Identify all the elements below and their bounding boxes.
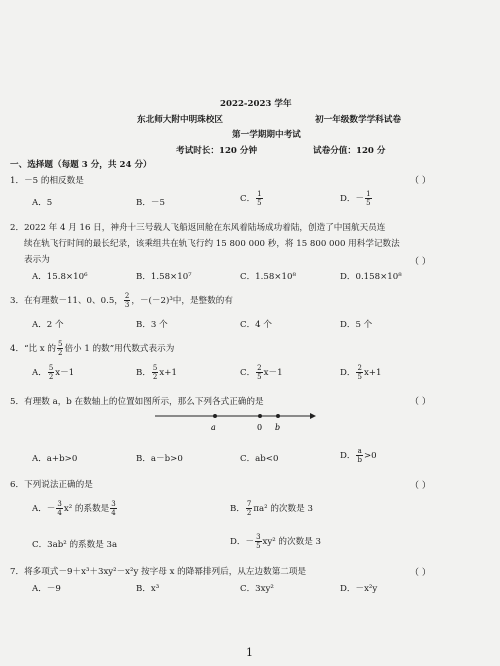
q1-option-c: C． $\frac{1}{5}$ — [240, 190, 262, 207]
q3-option-c: C．4 个 — [240, 320, 272, 330]
number-line-figure — [150, 408, 320, 434]
q1-option-d: D．－ $\frac{1}{5}$ — [340, 190, 371, 207]
q7-option-d: D．－x²y — [340, 584, 378, 594]
q6-option-c: C．3ab² 的系数是 3a — [32, 540, 118, 550]
school-year: 2022-2023 学年 — [220, 99, 292, 109]
q4-stem: 4．“比 x 的 $\frac{5}{2}$ 倍小 1 的数”用代数式表示为 — [10, 340, 175, 357]
q6-option-d: D．－ $\frac{3}{5}$ xy² 的次数是 3 — [230, 533, 321, 550]
point-a-dot — [213, 414, 217, 418]
q5-stem: 5．有理数 a，b 在数轴上的位置如图所示，那么下列各式正确的是 — [10, 397, 264, 407]
q2-number: 2． — [10, 223, 25, 233]
point-zero-label: 0 — [257, 423, 263, 432]
q1-stem — [10, 174, 84, 186]
q2-option-c: C．1.58×10⁸ — [240, 272, 296, 282]
q6-option-b: B． $\frac{7}{2}$ πa² 的次数是 3 — [230, 500, 313, 517]
q3-option-a: A．2 个 — [32, 320, 64, 330]
q5-option-d: D． $\frac{a}{b}$ >0 — [340, 447, 377, 464]
q7-option-c: C．3xy² — [240, 584, 274, 594]
q6-number: 6． — [10, 480, 25, 490]
q1-number: 1． — [10, 176, 25, 186]
q3-number: 3． — [10, 296, 25, 306]
q4-option-d: D． $\frac{2}{5}$ x+1 — [340, 364, 382, 381]
q6-answer-paren[interactable]: （ ） — [410, 481, 431, 491]
q5-answer-paren[interactable]: （ ） — [410, 397, 431, 407]
exam-term: 第一学期期中考试 — [232, 130, 301, 140]
school-name: 东北师大附中明珠校区 — [137, 115, 223, 125]
q4-option-b: B． $\frac{5}{2}$ x+1 — [136, 364, 177, 381]
q1-answer-paren[interactable]: （ ） — [410, 176, 431, 186]
q2-line2: 续在轨飞行时间的最长纪录，该乘组共在轨飞行约 15 800 000 秒，将 15 800 000 用科学记数法 — [24, 239, 400, 249]
exam-title: 初一年级数学学科试卷 — [315, 115, 401, 125]
q1-option-a: A．5 — [32, 198, 53, 208]
q4-option-c: C． $\frac{2}{5}$ x－1 — [240, 364, 283, 381]
q6-stem: 6．下列说法正确的是 — [10, 480, 93, 490]
q4-number: 4． — [10, 344, 25, 354]
q2-answer-paren[interactable]: （ ） — [410, 257, 431, 267]
point-zero-dot — [258, 414, 262, 418]
point-b-label: b — [275, 423, 281, 432]
q2-option-d: D．0.158×10⁸ — [340, 272, 402, 282]
q3-stem: 3．在有理数－11、0、0.5， $\frac{2}{3}$ ，－(－2)³中，是整数的有 — [10, 292, 233, 309]
exam-score: 试卷分值：120 分 — [313, 146, 386, 156]
number-line-arrow — [310, 413, 316, 419]
q2-option-b: B．1.58×10⁷ — [136, 272, 192, 282]
q2-line3: 表示为 — [24, 255, 50, 265]
q2-line1: 2．2022 年 4 月 16 日，神舟十三号载人飞船返回舱在东风着陆场成功着陆，创造了中国航天员连 — [10, 223, 386, 233]
q7-number: 7． — [10, 567, 25, 577]
q3-option-d: D．5 个 — [340, 320, 373, 330]
q5-option-b: B．a－b>0 — [136, 454, 183, 464]
q4-option-a: A． $\frac{5}{2}$ x－1 — [32, 364, 75, 381]
exam-duration: 考试时长：120 分钟 — [176, 146, 258, 156]
q3-option-b: B．3 个 — [136, 320, 168, 330]
q1-option-b: B．－5 — [136, 198, 165, 208]
point-a-label: a — [211, 423, 216, 432]
q2-option-a: A．15.8×10⁶ — [32, 272, 88, 282]
q5-option-a: A．a+b>0 — [32, 454, 78, 464]
q7-option-a: A．－9 — [32, 584, 61, 594]
q7-stem: 7．将多项式－9＋x³＋3xy²－x²y 按字母 x 的降幂排列后，从左边数第二项是 — [10, 567, 307, 577]
q5-number: 5． — [10, 397, 25, 407]
q7-option-b: B．x³ — [136, 584, 160, 594]
point-b-dot — [276, 414, 280, 418]
q1-text: －5 的相反数是 — [24, 176, 84, 186]
section-heading: 一、选择题（每题 3 分，共 24 分） — [10, 160, 152, 170]
page-number: 1 — [246, 646, 253, 659]
q7-answer-paren[interactable]: （ ） — [410, 568, 431, 578]
q6-option-a: A．－ $\frac{3}{4}$ x² 的系数是 $\frac{3}{4}$ — [32, 500, 116, 517]
q5-option-c: C．ab<0 — [240, 454, 279, 464]
